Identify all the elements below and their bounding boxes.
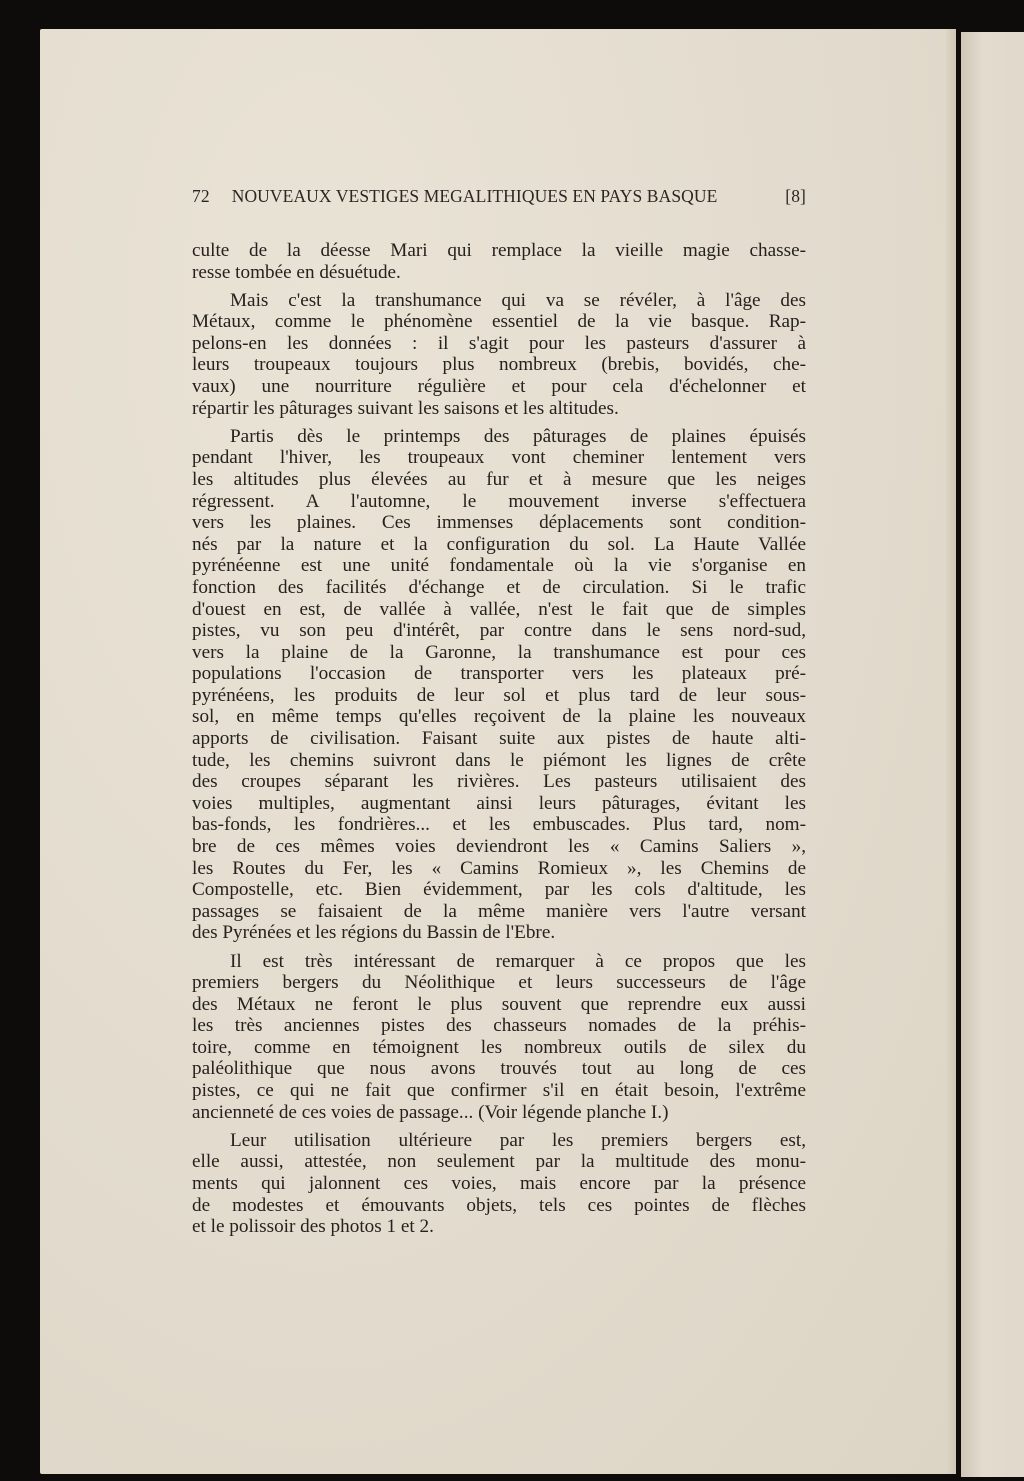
text-line: culte de la déesse Mari qui remplace la vieille magie chasse- bbox=[192, 240, 806, 261]
text-line: ancienneté de ces voies de passage... (Voir légende planche I.) bbox=[192, 1101, 669, 1123]
text-line: nés par la nature et la configuration du sol. La Haute Vallée bbox=[192, 533, 806, 555]
section-marker: [8] bbox=[785, 186, 806, 206]
text-line: pistes, vu son peu d'intérêt, par contre dans le sens nord-sud, bbox=[192, 620, 806, 642]
text-line: les Routes du Fer, les « Camins Romieux », les Chemins de bbox=[192, 857, 806, 879]
text-line: voies multiples, augmentant ainsi leurs pâturages, évitant les bbox=[192, 792, 806, 814]
running-header bbox=[192, 186, 806, 210]
text-line: resse tombée en désuétude. bbox=[192, 261, 401, 283]
text-line: pelons-en les données : il s'agit pour les pasteurs d'assurer à bbox=[192, 332, 806, 354]
text-line: Mais c'est la transhumance qui va se révéler, à l'âge des bbox=[230, 289, 806, 311]
text-line: pistes, ce qui ne fait que confirmer s'il en était besoin, l'extrême bbox=[192, 1080, 806, 1102]
running-title: NOUVEAUX VESTIGES MEGALITHIQUES EN PAYS BASQUE bbox=[231, 186, 718, 206]
text-line: vers les plaines. Ces immenses déplacements sont condition- bbox=[192, 512, 806, 534]
text-line: bas-fonds, les fondrières... et les embuscades. Plus tard, nom- bbox=[192, 814, 806, 836]
text-line: leurs troupeaux toujours plus nombreux (brebis, bovidés, che- bbox=[192, 354, 806, 376]
text-line: vers la plaine de la Garonne, la transhumance est pour ces bbox=[192, 641, 806, 663]
text-line: des Pyrénées et les régions du Bassin de l'Ebre. bbox=[192, 922, 556, 944]
body-text bbox=[192, 240, 806, 1244]
paragraph bbox=[192, 426, 806, 944]
text-line: fonction des facilités d'échange et de circulation. Si le trafic bbox=[192, 576, 806, 598]
text-line: Compostelle, etc. Bien évidemment, par les cols d'altitude, les bbox=[192, 879, 806, 901]
text-line: vaux) une nourriture régulière et pour cela d'échelonner et bbox=[192, 376, 806, 398]
text-line: paléolithique que nous avons trouvés tout au long de ces bbox=[192, 1058, 806, 1080]
text-line: et le polissoir des photos 1 et 2. bbox=[192, 1216, 434, 1238]
paragraph bbox=[192, 1130, 806, 1238]
text-line: les altitudes plus élevées au fur et à mesure que les neiges bbox=[192, 468, 806, 490]
text-line: répartir les pâturages suivant les saisons et les altitudes. bbox=[192, 397, 619, 419]
text-line: des croupes séparant les rivières. Les pasteurs utilisaient des bbox=[192, 771, 806, 793]
paragraph bbox=[192, 951, 806, 1124]
text-line: Il est très intéressant de remarquer à ce propos que les bbox=[230, 950, 806, 972]
text-line: Leur utilisation ultérieure par les premiers bergers est, bbox=[230, 1129, 806, 1151]
page-number: 72 bbox=[192, 186, 210, 206]
text-line: pyrénéenne est une unité fondamentale où la vie s'organise en bbox=[192, 555, 806, 577]
text-line: sol, en même temps qu'elles reçoivent de la plaine les nouveaux bbox=[192, 706, 806, 728]
text-line: pyrénéens, les produits de leur sol et plus tard de leur sous- bbox=[192, 684, 806, 706]
text-line: apports de civilisation. Faisant suite aux pistes de haute alti- bbox=[192, 728, 806, 750]
text-line: Partis dès le printemps des pâturages de plaines épuisés bbox=[230, 425, 806, 447]
page-gutter-shadow bbox=[946, 29, 956, 1474]
text-line: Métaux, comme le phénomène essentiel de la vie basque. Rap- bbox=[192, 311, 806, 333]
paragraph bbox=[192, 290, 806, 420]
paragraph bbox=[192, 240, 806, 283]
text-line: premiers bergers du Néolithique et leurs successeurs de l'âge bbox=[192, 972, 806, 994]
text-line: elle aussi, attestée, non seulement par la multitude des monu- bbox=[192, 1151, 806, 1173]
text-line: de modestes et émouvants objets, tels ces pointes de flèches bbox=[192, 1194, 806, 1216]
text-line: d'ouest en est, de vallée à vallée, n'est le fait que de simples bbox=[192, 598, 806, 620]
text-line: populations l'occasion de transporter vers les plateaux pré- bbox=[192, 663, 806, 685]
text-line: pendant l'hiver, les troupeaux vont cheminer lentement vers bbox=[192, 447, 806, 469]
text-line: tude, les chemins suivront dans le piémont les lignes de crête bbox=[192, 749, 806, 771]
text-line: ments qui jalonnent ces voies, mais encore par la présence bbox=[192, 1172, 806, 1194]
text-line: toire, comme en témoignent les nombreux outils de silex du bbox=[192, 1036, 806, 1058]
text-line: régressent. A l'automne, le mouvement inverse s'effectuera bbox=[192, 490, 806, 512]
text-line: bre de ces mêmes voies deviendront les « Camins Saliers », bbox=[192, 836, 806, 858]
facing-page-edge bbox=[961, 32, 1024, 1477]
text-line: passages se faisaient de la même manière vers l'autre versant bbox=[192, 900, 806, 922]
text-line: les très anciennes pistes des chasseurs nomades de la préhis- bbox=[192, 1015, 806, 1037]
text-line: des Métaux ne feront le plus souvent que reprendre eux aussi bbox=[192, 993, 806, 1015]
